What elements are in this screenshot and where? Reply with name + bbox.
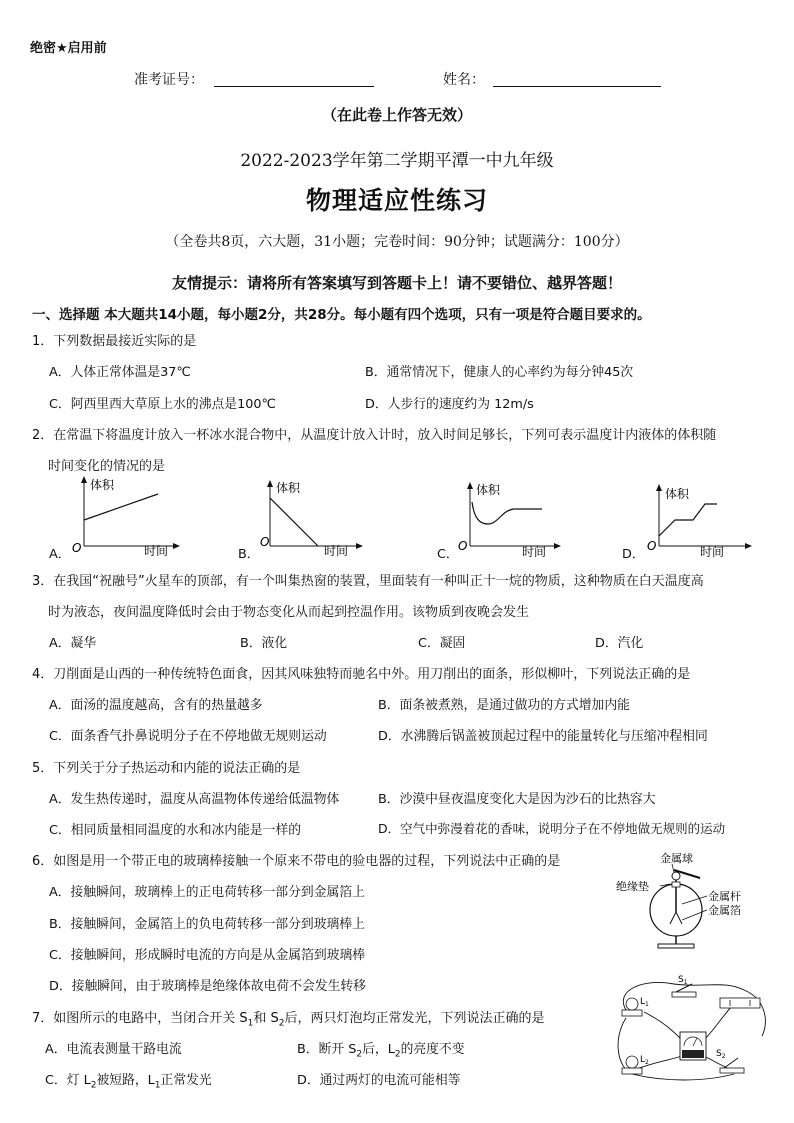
question-2-option-d[interactable]: D． [622,547,645,562]
exam-info: （全卷共8页，六大题，31小题；完卷时间：90分钟；试题满分：100分） [165,234,629,250]
question-1-option-a[interactable]: A．人体正常体温是37℃ [49,365,191,380]
graph-d-xlabel: 时间 [700,545,725,559]
metal-foil-label: 金属箔 [708,904,741,917]
name-field[interactable] [493,86,661,87]
foil-left [670,912,676,924]
glass-rod [674,870,700,878]
question-2-option-a[interactable]: A． [49,547,71,562]
question-3-stem-line2: 时为液态，夜间温度降低时会由于物态变化从而起到控温作用。该物质到夜晚会发生 [48,605,530,620]
graph-b-line [270,498,318,546]
question-2-option-c[interactable]: C． [437,547,459,562]
circuit-figure [604,970,774,1090]
graph-c-xlabel: 时间 [522,545,547,559]
question-5-stem: 5．下列关于分子热运动和内能的说法正确的是 [32,761,301,776]
switch-s2-label: $S_2$ [716,1049,726,1060]
question-1-stem: 1．下列数据最接近实际的是 [32,334,197,349]
question-7-stem: 7．如图所示的电路中，当闭合开关 $S_1$和 $S_2$后，两只灯泡均正常发光，下列说法正确的是 [32,1011,545,1029]
question-4-option-b[interactable]: B．面条被煮熟，是通过做功的方式增加内能 [378,698,630,713]
electroscope-figure [612,848,772,953]
bulb-l1-label: $L_1$ [640,997,649,1008]
bulb-l2-label: $L_2$ [640,1055,649,1066]
question-5-option-b[interactable]: B．沙漠中昼夜温度变化大是因为沙石的比热容大 [378,792,656,807]
foil-right [676,912,682,924]
insulating-pad-label: 绝缘垫 [616,880,649,893]
battery [720,998,760,1008]
exam-subtitle: 2022-2023学年第二学期平潭一中九年级 [240,151,554,171]
question-7-option-a[interactable]: A．电流表测量干路电流 [45,1042,182,1057]
question-5-option-c[interactable]: C．相同质量相同温度的水和冰内能是一样的 [49,823,302,838]
question-7-option-d[interactable]: D．通过两灯的电流可能相等 [297,1073,461,1088]
switch-s2 [724,1058,738,1068]
graph-a [70,476,185,556]
question-2-stem-line1: 2．在常温下将温度计放入一杯冰水混合物中，从温度计放入计时，放入时间足够长，下列可表示温度计内液体的体积随 [32,428,717,443]
question-5-option-a[interactable]: A．发生热传递时，温度从高温物体传递给低温物体 [49,792,340,807]
question-2-stem-line2: 时间变化的情况的是 [48,459,166,474]
question-3-option-a[interactable]: A．凝华 [49,636,97,651]
question-6-option-a[interactable]: A．接触瞬间，玻璃棒上的正电荷转移一部分到金属箔上 [49,885,365,900]
section-heading: 一、选择题 本大题共14小题，每小题2分，共28分。每小题有四个选项，只有一项是符合题目要求的。 [32,307,651,323]
graph-b-ylabel: 体积 [276,481,301,495]
question-1-option-b[interactable]: B．通常情况下，健康人的心率约为每分钟45次 [365,365,634,380]
question-4-option-c[interactable]: C．面条香气扑鼻说明分子在不停地做无规则运动 [49,729,327,744]
graph-a-line [84,494,158,520]
graph-d-line [659,504,717,536]
wire-top [623,982,765,1036]
bulb-l1 [626,998,638,1010]
metal-rod-label: 金属杆 [708,890,741,903]
question-7-option-b[interactable]: B．断开 $S_2$后，$L_2$的亮度不变 [297,1042,465,1060]
graph-b [258,478,368,558]
invalid-note: （在此卷上作答无效） [321,106,472,124]
graph-d [645,482,760,562]
friendly-tip: 友情提示：请将所有答案填写到答题卡上！请不要错位、越界答题！ [171,274,622,292]
question-6-option-c[interactable]: C．接触瞬间，形成瞬时电流的方向是从金属箔到玻璃棒 [49,948,366,963]
graph-a-origin: O [72,541,82,555]
graph-b-origin: O [260,535,270,549]
page-title: 物理适应性练习 [305,186,488,215]
question-6-stem: 6．如图是用一个带正电的玻璃棒接触一个原来不带电的验电器的过程，下列说法中正确的是 [32,854,561,869]
question-1-option-c[interactable]: C．阿西里西大草原上水的沸点是100℃ [49,397,276,412]
question-6-option-d[interactable]: D．接触瞬间，由于玻璃棒是绝缘体故电荷不会发生转移 [49,979,366,994]
question-4-option-a[interactable]: A．面汤的温度越高，含有的热量越多 [49,698,263,713]
graph-a-ylabel: 体积 [90,478,115,492]
stand-base [658,944,694,948]
secret-label: 绝密★启用前 [30,41,107,56]
question-3-option-b[interactable]: B．液化 [240,636,288,651]
graph-b-xlabel: 时间 [324,544,349,558]
graph-d-ylabel: 体积 [665,487,690,501]
graph-d-origin: O [647,539,657,553]
bulb-l2 [626,1056,638,1068]
question-3-stem-line1: 3．在我国“祝融号”火星车的顶部，有一个叫集热窗的装置，里面装有一种叫正十一烷的物质，这种物质在白天温度高 [32,574,704,589]
question-3-option-c[interactable]: C．凝固 [418,636,466,651]
exam-number-field[interactable] [214,86,374,87]
switch-s1-label: $S_1$ [678,975,688,986]
metal-ball-label: 金属球 [660,852,693,865]
question-7-option-c[interactable]: C．灯 $L_2$被短路，$L_1$正常发光 [45,1073,212,1091]
question-1-option-d[interactable]: D．人步行的速度约为 12m/s [365,397,534,412]
graph-c [456,480,566,560]
graph-c-origin: O [458,539,468,553]
name-label: 姓名： [443,72,485,88]
question-4-stem: 4．刀削面是山西的一种传统特色面食，因其风味独特而驰名中外。用刀削出的面条，形似柳叶，下列说法正确的是 [32,667,691,682]
graph-a-xlabel: 时间 [144,544,169,556]
question-2-option-b[interactable]: B． [238,547,260,562]
graph-c-line [472,502,542,524]
graph-c-ylabel: 体积 [476,483,501,497]
question-6-option-b[interactable]: B．接触瞬间，金属箔上的负电荷转移一部分到玻璃棒上 [49,917,365,932]
metal-ball [672,872,680,880]
question-5-option-d[interactable]: D．空气中弥漫着花的香味，说明分子在不停地做无规则的运动 [378,821,726,836]
question-4-option-d[interactable]: D．水沸腾后锅盖被顶起过程中的能量转化与压缩冲程相同 [378,729,708,744]
exam-number-label: 准考证号： [134,72,204,88]
question-3-option-d[interactable]: D．汽化 [595,636,644,651]
